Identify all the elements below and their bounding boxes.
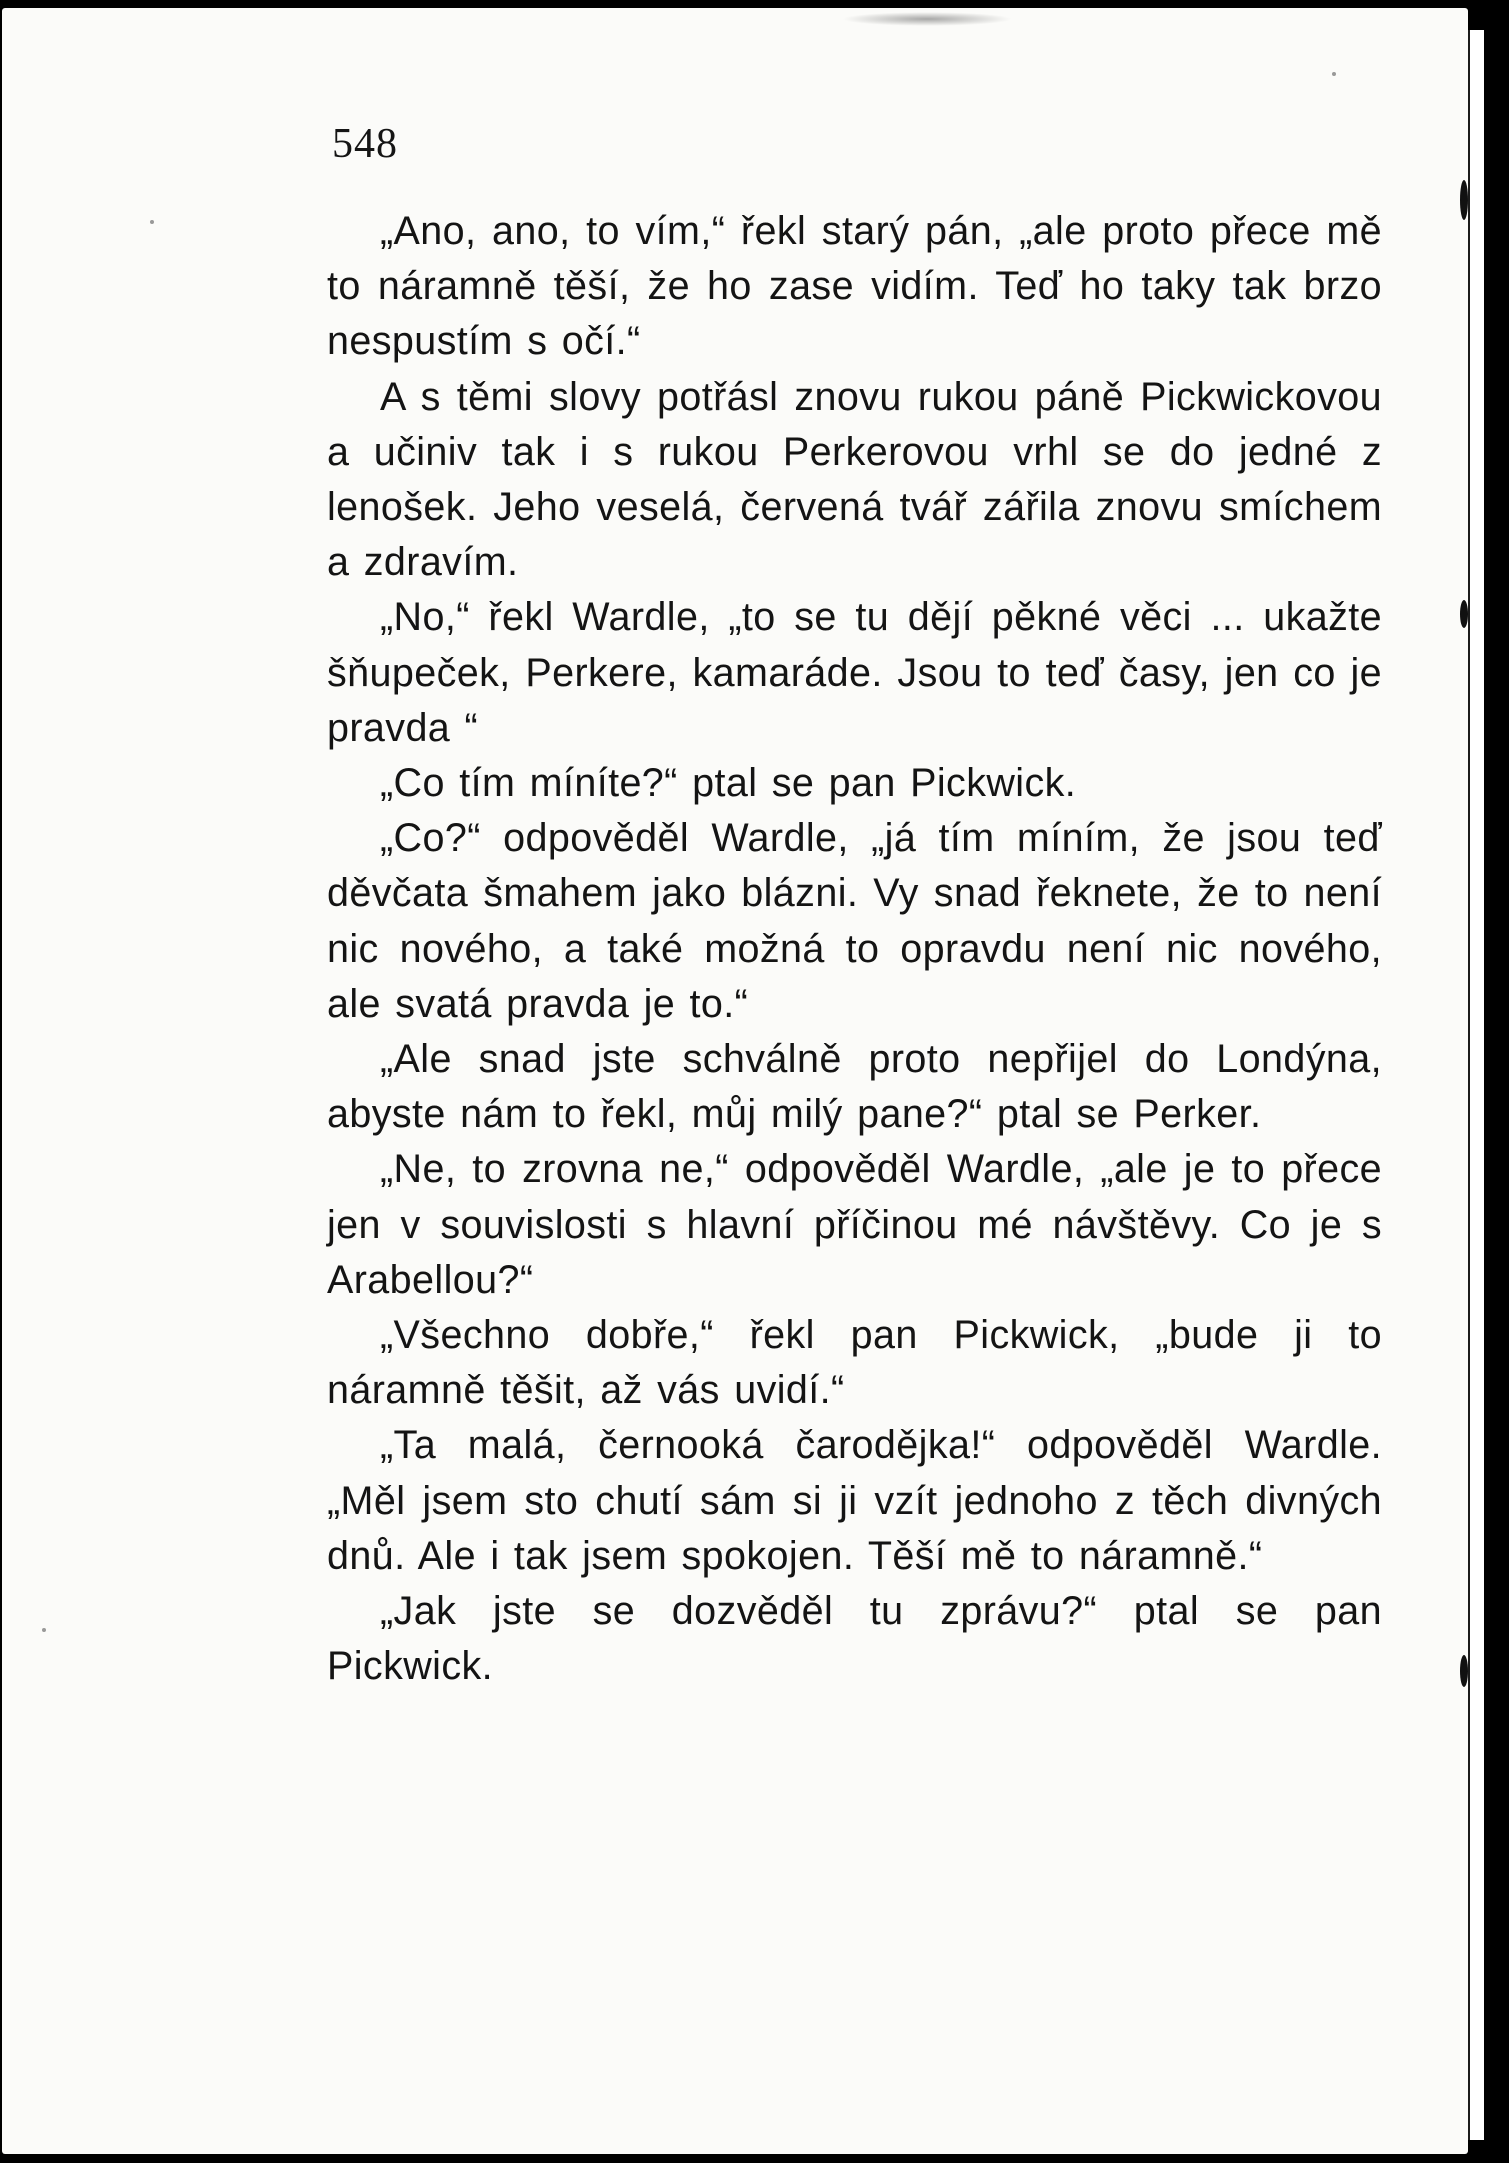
paragraph: „Co tím míníte?“ ptal se pan Pickwick.: [380, 761, 1077, 806]
binding-mark: [1460, 180, 1468, 220]
binding-mark: [1460, 600, 1468, 628]
paragraph: A s těmi slovy potřásl znovu rukou páně Pickwickovou a učiniv tak i s rukou Perkerovou vrhl se do jedné z lenošek. Jeho veselá, červená tvář zářila znovu smíchem a zdravím.: [327, 374, 1382, 585]
top-edge-smudge: [842, 12, 1012, 26]
paragraph: „Jak jste se dozvěděl tu zprávu?“ ptal se pan Pickwick.: [327, 1589, 1382, 1689]
book-page: [2, 8, 1468, 2154]
paper-speck: [42, 1628, 46, 1632]
paper-speck: [1332, 72, 1336, 76]
paragraph: „Ale snad jste schválně proto nepřijel do Londýna, abyste nám to řekl, můj milý pane?“ ptal se Perker.: [327, 1037, 1382, 1137]
paragraph: „Ta malá, černooká čarodějka!“ odpověděl Wardle. „Měl jsem sto chutí sám si ji vzít jednoho z těch divných dnů. Ale i tak jsem spokojen. Těší mě to náramně.“: [327, 1423, 1382, 1578]
binding-mark: [1460, 1655, 1468, 1687]
paragraph: „Co?“ odpověděl Wardle, „já tím míním, že jsou teď děvčata šmahem jako blázni. Vy snad řeknete, že to není nic nového, a také možná to opravdu není nic nového, ale svatá pravda je to.“: [327, 816, 1382, 1026]
page-edge: [1468, 30, 1484, 2140]
paragraph: „Všechno dobře,“ řekl pan Pickwick, „bude ji to náramně těšit, až vás uvidí.“: [327, 1313, 1382, 1413]
paragraph: „Ne, to zrovna ne,“ odpověděl Wardle, „ale je to přece jen v souvislosti s hlavní příčinou mé návštěvy. Co je s Arabellou?“: [327, 1147, 1382, 1302]
body-text: [327, 204, 1382, 1694]
paragraph: „Ano, ano, to vím,“ řekl starý pán, „ale proto přece mě to náramně těší, že ho zase vidím. Teď ho taky tak brzo nespustím s očí.“: [327, 209, 1382, 364]
paragraph: „No,“ řekl Wardle, „to se tu dějí pěkné věci ... ukažte šňupeček, Perkere, kamaráde. Jsou to teď časy, jen co je pravda “: [327, 595, 1382, 750]
page-number: 548: [332, 121, 398, 167]
paper-speck: [150, 220, 154, 224]
